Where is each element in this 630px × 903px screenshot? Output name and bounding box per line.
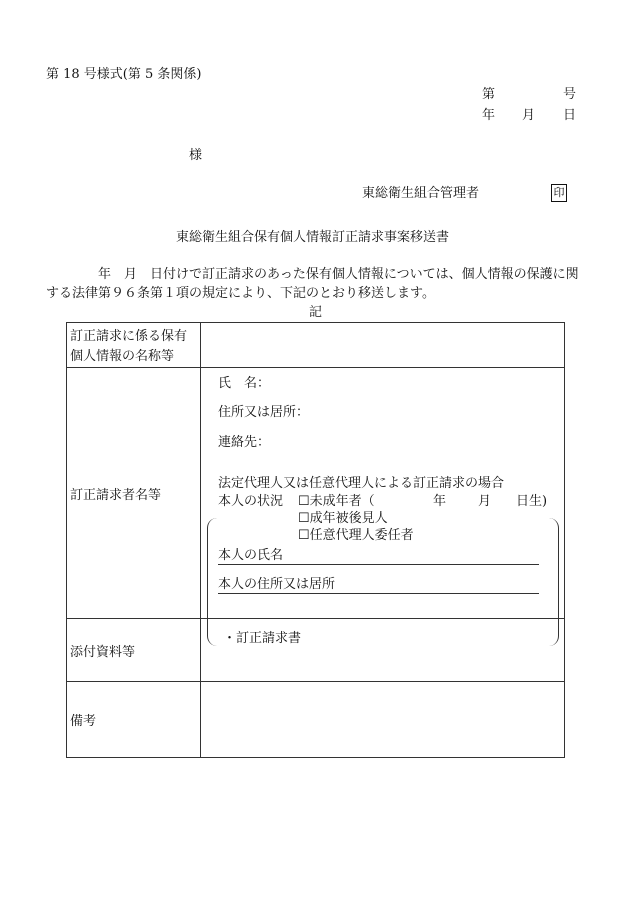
sender-name: 東総衛生組合管理者 (362, 186, 480, 201)
body-line-2: する法律第９６条第１項の規定により、下記のとおり移送します。 (46, 286, 435, 301)
table-row (67, 323, 565, 368)
proxy-heading: 法定代理人又は任意代理人による訂正請求の場合 (218, 476, 505, 491)
info-name-value-cell (201, 323, 565, 368)
addressee-honorific: 様 (189, 148, 203, 163)
option-minor-month: 月 (478, 494, 492, 509)
doc-number-prefix: 第 (482, 87, 496, 102)
contact-label: 連絡先： (218, 435, 271, 450)
info-name-label-line2: 個人情報の名称等 (70, 349, 175, 364)
date-year: 年 (482, 108, 496, 123)
principal-address-label: 本人の住所又は居所 (218, 577, 336, 592)
requester-value-cell (201, 368, 565, 619)
principal-name-line (218, 548, 539, 565)
option-minor: ☐未成年者（ (298, 494, 375, 509)
option-ward: ☐成年被後見人 (298, 511, 388, 526)
table-row (67, 368, 565, 619)
attachment-label: 添付資料等 (70, 644, 136, 660)
doc-number-suffix: 号 (563, 87, 577, 102)
request-table (66, 322, 565, 758)
option-minor-birth: 日生) (516, 494, 548, 509)
date-month: 月 (522, 108, 536, 123)
option-agent: ☐任意代理人委任者 (298, 528, 414, 543)
principal-address-line (218, 577, 539, 594)
seal-mark: 印 (551, 184, 567, 202)
document-title: 東総衛生組合保有個人情報訂正請求事案移送書 (176, 230, 450, 245)
status-label: 本人の状況 (218, 494, 284, 509)
date-day: 日 (563, 108, 577, 123)
remarks-label: 備考 (70, 714, 97, 729)
remarks-value-cell (201, 682, 565, 758)
remarks-label-cell (67, 682, 201, 758)
info-name-label-cell (67, 323, 201, 368)
requester-label-cell (67, 368, 201, 619)
attachment-label-cell (67, 619, 201, 682)
principal-name-label: 本人の氏名 (218, 548, 284, 563)
form-number: 第 18 号様式(第 5 条関係) (46, 67, 202, 82)
address-label: 住所又は居所： (218, 405, 310, 420)
table-row (67, 682, 565, 758)
body-line-1: 年 月 日付けで訂正請求のあった保有個人情報については、個人情報の保護に関 (98, 267, 579, 282)
name-label: 氏 名： (218, 376, 271, 391)
ki-label: 記 (309, 305, 323, 320)
requester-label: 訂正請求者名等 (70, 487, 162, 503)
info-name-label-line1: 訂正請求に係る保有 (70, 329, 188, 344)
attachment-value: ・訂正請求書 (223, 631, 302, 646)
option-minor-year: 年 (433, 494, 447, 509)
